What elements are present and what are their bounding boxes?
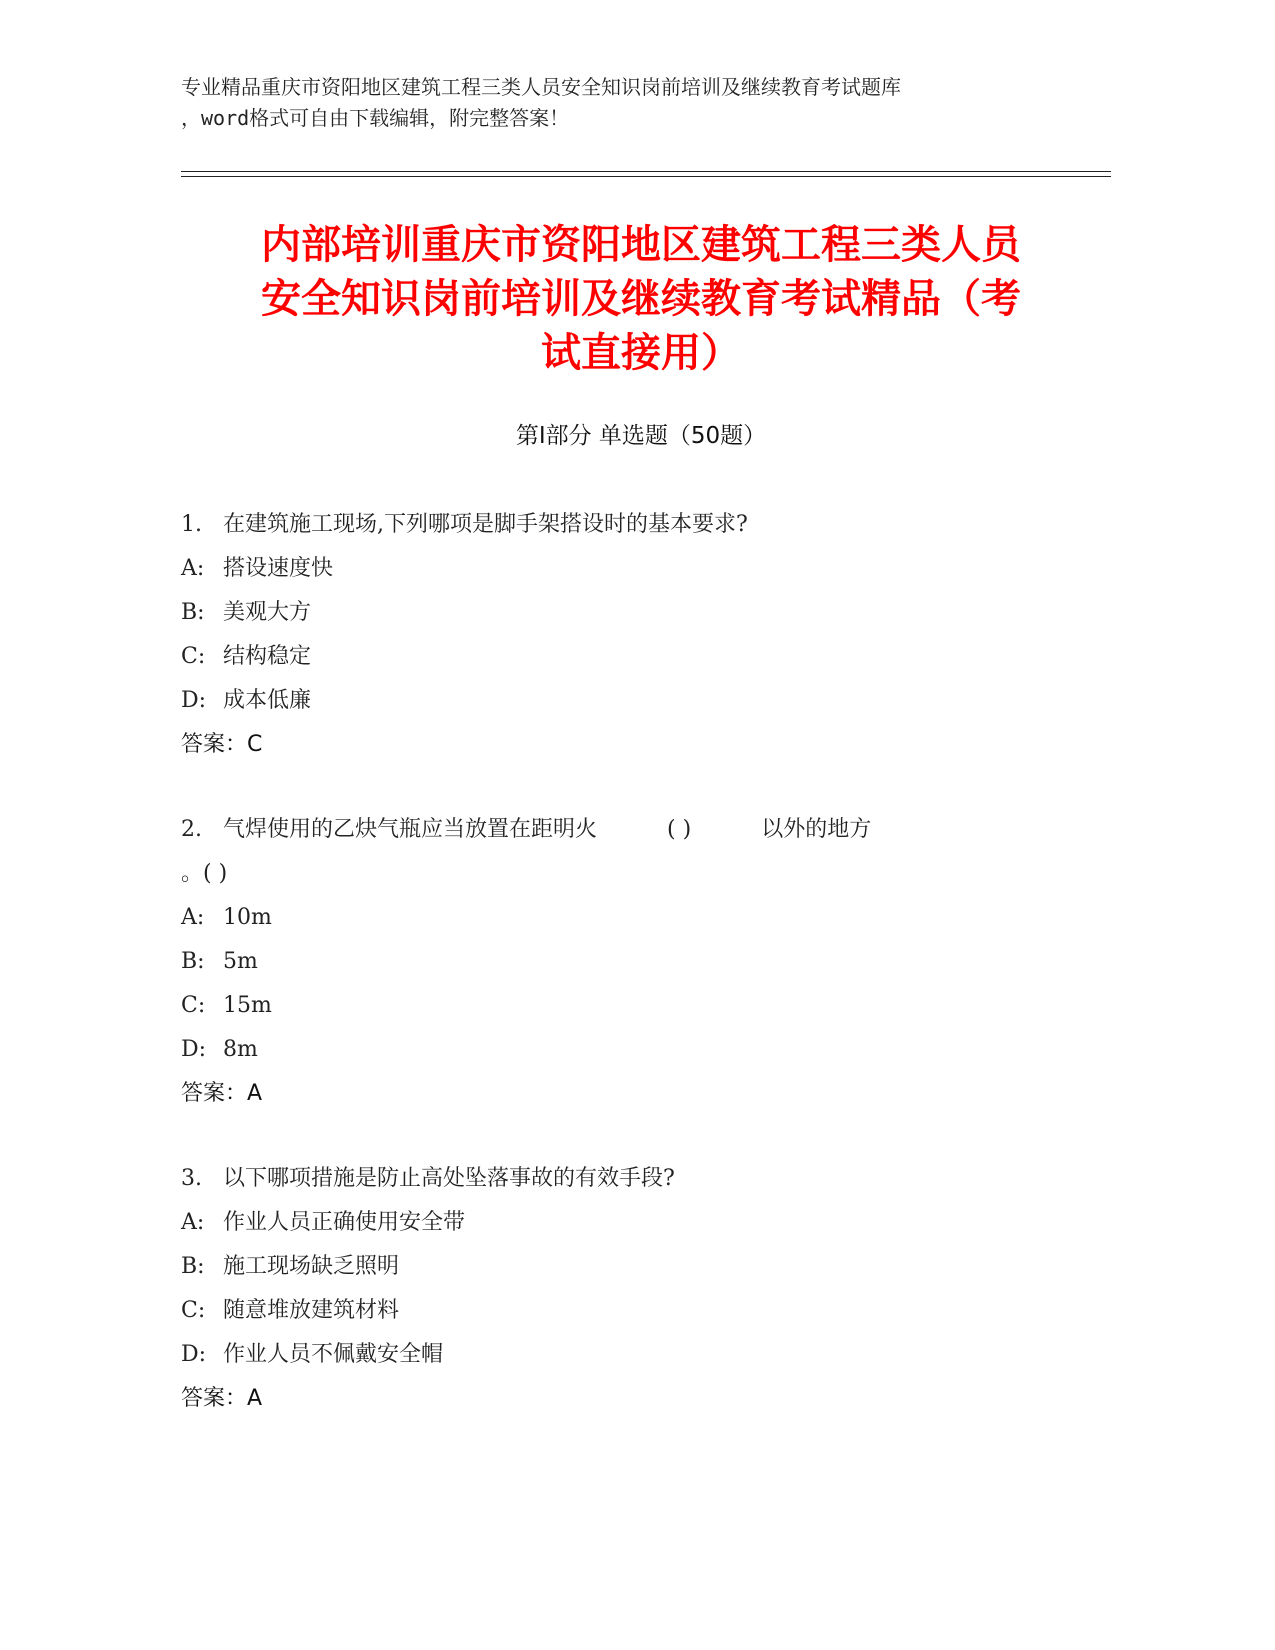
option-text: 美观大方 xyxy=(223,600,312,625)
option-key: A: xyxy=(181,905,205,930)
question-stem xyxy=(181,503,1101,547)
question-text-end: 。( ) xyxy=(181,861,228,886)
question-text: 气焊使用的乙炔气瓶应当放置在距明火 xyxy=(223,817,598,842)
option-d xyxy=(181,1333,1101,1377)
option-text: 10m xyxy=(223,905,272,930)
option-key: C: xyxy=(181,993,206,1018)
option-a xyxy=(181,896,1101,940)
option-c xyxy=(181,635,1101,679)
option-a xyxy=(181,547,1101,591)
option-key: D: xyxy=(181,1342,207,1367)
option-key: B: xyxy=(181,949,205,974)
option-text: 作业人员正确使用安全带 xyxy=(223,1210,466,1235)
question-number: 1. xyxy=(181,512,202,537)
question-text-continued: 以外的地方 xyxy=(761,817,872,842)
option-a xyxy=(181,1201,1101,1245)
option-d xyxy=(181,1028,1101,1072)
title-line-2: 安全知识岗前培训及继续教育考试精品（考 xyxy=(261,276,1021,322)
answer-blank: ( ) xyxy=(667,817,692,842)
page-header xyxy=(181,72,1101,134)
question-stem xyxy=(181,1157,1101,1201)
question-number: 2. xyxy=(181,817,202,842)
option-key: D: xyxy=(181,688,207,713)
option-key: B: xyxy=(181,600,205,625)
option-text: 搭设速度快 xyxy=(223,556,334,581)
option-text: 5m xyxy=(223,949,258,974)
option-text: 作业人员不佩戴安全帽 xyxy=(223,1342,444,1367)
option-c xyxy=(181,984,1101,1028)
title-line-1: 内部培训重庆市资阳地区建筑工程三类人员 xyxy=(261,222,1021,268)
answer-line: 答案：C xyxy=(181,732,263,757)
option-key: B: xyxy=(181,1254,205,1279)
option-key: A: xyxy=(181,556,205,581)
question-stem-wrap xyxy=(181,852,1101,896)
answer-line: 答案：A xyxy=(181,1386,263,1411)
header-line-2: ，word格式可自由下载编辑，附完整答案！ xyxy=(181,106,570,130)
header-divider-bottom xyxy=(181,176,1111,177)
question-text: 在建筑施工现场,下列哪项是脚手架搭设时的基本要求? xyxy=(223,512,748,537)
option-b xyxy=(181,940,1101,984)
document-title xyxy=(181,218,1101,380)
option-key: D: xyxy=(181,1037,207,1062)
option-text: 随意堆放建筑材料 xyxy=(223,1298,400,1323)
option-text: 15m xyxy=(223,993,272,1018)
option-b xyxy=(181,1245,1101,1289)
option-text: 成本低廉 xyxy=(223,688,312,713)
question-1 xyxy=(181,503,1101,767)
answer-line: 答案：A xyxy=(181,1081,263,1106)
option-text: 8m xyxy=(223,1037,258,1062)
header-divider-top xyxy=(181,171,1111,172)
question-number: 3. xyxy=(181,1166,202,1191)
option-key: A: xyxy=(181,1210,205,1235)
question-text: 以下哪项措施是防止高处坠落事故的有效手段? xyxy=(223,1166,675,1191)
option-c xyxy=(181,1289,1101,1333)
option-d xyxy=(181,679,1101,723)
option-key: C: xyxy=(181,1298,206,1323)
section-heading: 第Ⅰ部分 单选题（50题） xyxy=(515,423,767,449)
title-line-3: 试直接用） xyxy=(541,330,741,376)
option-key: C: xyxy=(181,644,206,669)
question-2 xyxy=(181,808,1101,1116)
option-text: 结构稳定 xyxy=(223,644,312,669)
header-line-1: 专业精品重庆市资阳地区建筑工程三类人员安全知识岗前培训及继续教育考试题库 xyxy=(181,75,901,99)
option-text: 施工现场缺乏照明 xyxy=(223,1254,400,1279)
question-3 xyxy=(181,1157,1101,1421)
option-b xyxy=(181,591,1101,635)
question-stem xyxy=(181,808,1101,852)
